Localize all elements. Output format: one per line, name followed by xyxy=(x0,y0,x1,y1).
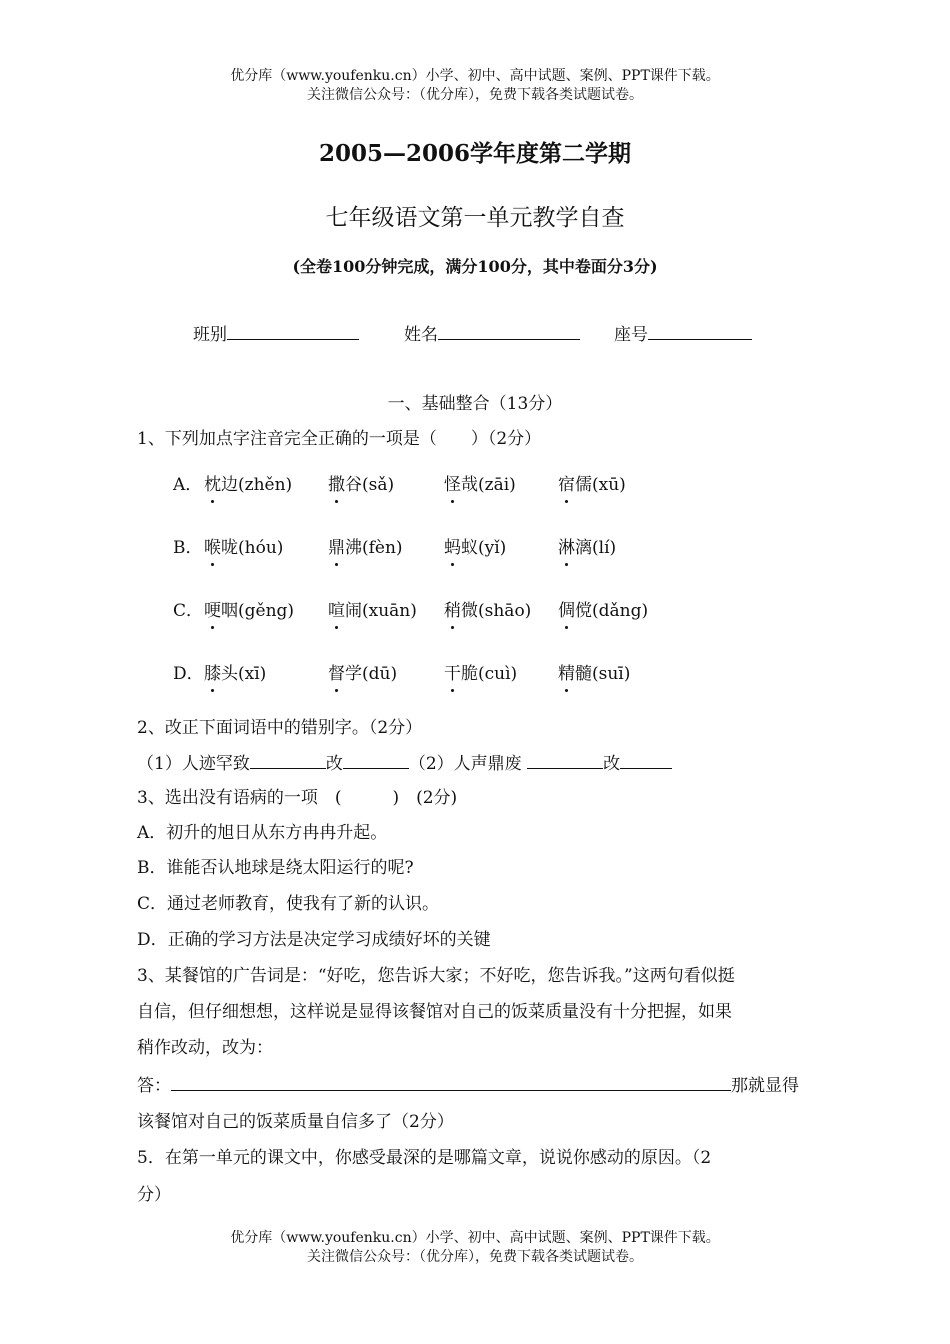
q2-part-2: （2）人声鼎废 xyxy=(408,754,522,774)
q3-option-c: C．通过老师教育，使我有了新的认识。 xyxy=(137,894,440,914)
word-with-pinyin: 哉(zāi) xyxy=(461,475,516,495)
name-blank[interactable] xyxy=(438,323,580,340)
word-with-pinyin: 谷(sǎ) xyxy=(345,475,395,495)
q1-option-c-word xyxy=(444,600,531,622)
header-line-2: 关注微信公众号：（优分库），免费下载各类试题试卷。 xyxy=(307,87,643,103)
word-with-pinyin: 闹(xuān) xyxy=(345,601,417,621)
q2-blank-1b[interactable] xyxy=(343,752,409,769)
q2-stem: 2、改正下面词语中的错别字。（2分） xyxy=(137,718,423,738)
q1-option-c-word xyxy=(204,600,294,622)
q5-line-2: 分） xyxy=(137,1185,171,1205)
word-with-pinyin: 蚁(yǐ) xyxy=(461,538,507,558)
q4-line-2: 自信，但仔细想想，这样说是显得该餐馆对自己的饭菜质量没有十分把握，如果 xyxy=(137,1002,732,1022)
word-with-pinyin: 沸(fèn) xyxy=(345,538,403,558)
q4-line-1: 3、某餐馆的广告词是：“好吃，您告诉大家；不好吃，您告诉我。”这两句看似挺 xyxy=(137,966,735,986)
word-with-pinyin: 漓(lí) xyxy=(575,538,617,558)
dotted-character: 怪 xyxy=(444,475,461,495)
q2-blank-2a[interactable] xyxy=(527,752,603,769)
exam-note: (全卷100分钟完成，满分100分，其中卷面分3分) xyxy=(292,257,658,276)
word-with-pinyin: 边(zhěn) xyxy=(221,475,293,495)
seat-field xyxy=(614,323,752,346)
q1-option-b-word xyxy=(204,537,283,559)
q2-part-1: （1）人迹罕致 xyxy=(137,754,250,774)
q5-line-1: 5．在第一单元的课文中，你感受最深的是哪篇文章，说说你感动的原因。（2 xyxy=(137,1148,712,1168)
dotted-character: 膝 xyxy=(204,664,221,684)
q3-option-b: B．谁能否认地球是绕太阳运行的呢? xyxy=(137,858,414,878)
word-with-pinyin: 头(xī) xyxy=(221,664,267,684)
word-with-pinyin: 儒(xū) xyxy=(575,475,626,495)
footer-line-1: 优分库（www.youfenku.cn）小学、初中、高中试题、案例、PPT课件下载。 xyxy=(230,1230,720,1246)
q1-option-d-word xyxy=(444,663,517,685)
q1-option-d-word xyxy=(328,663,397,685)
q1-option-d-word xyxy=(204,663,266,685)
q2-gai-1: 改 xyxy=(325,754,343,774)
dotted-character: 枕 xyxy=(204,475,221,495)
dotted-character: 督 xyxy=(328,664,345,684)
q4-line-3: 稍作改动，改为： xyxy=(137,1038,273,1058)
class-field xyxy=(193,323,359,346)
q1-option-b-label: B． xyxy=(173,538,203,558)
dotted-character: 喉 xyxy=(204,538,221,558)
dotted-character: 蚂 xyxy=(444,538,461,558)
q4-answer-label: 答： xyxy=(137,1076,171,1096)
q3-stem: 3、选出没有语病的一项 ( ) (2分) xyxy=(137,788,458,808)
q2-gai-2: 改 xyxy=(603,754,621,774)
q4-answer-tail: 那就显得 xyxy=(731,1076,799,1096)
q1-option-d-label: D． xyxy=(173,664,204,684)
q1-option-b-word xyxy=(444,537,506,559)
q1-option-c-label: C． xyxy=(173,601,204,621)
exam-name-title: 七年级语文第一单元教学自查 xyxy=(325,205,625,231)
q4-answer-blank[interactable] xyxy=(171,1074,731,1091)
dotted-character: 倜 xyxy=(558,601,575,621)
q1-option-b-word xyxy=(328,537,403,559)
q1-option-a-word xyxy=(444,474,516,496)
dotted-character: 稍 xyxy=(444,601,461,621)
q1-option-b-word xyxy=(558,537,616,559)
footer-line-2: 关注微信公众号：（优分库），免费下载各类试题试卷。 xyxy=(307,1249,643,1265)
word-with-pinyin: 学(dū) xyxy=(345,664,398,684)
word-with-pinyin: 咽(gěng) xyxy=(221,601,295,621)
q1-option-a-label: A． xyxy=(173,475,203,495)
dotted-character: 撒 xyxy=(328,475,345,495)
seat-blank[interactable] xyxy=(648,323,752,340)
dotted-character: 哽 xyxy=(204,601,221,621)
word-with-pinyin: 髓(suī) xyxy=(575,664,631,684)
class-blank[interactable] xyxy=(227,323,359,340)
dotted-character: 宿 xyxy=(558,475,575,495)
class-label: 班别 xyxy=(193,325,227,345)
q3-option-a: A．初升的旭日从东方冉冉升起。 xyxy=(137,823,388,843)
dotted-character: 精 xyxy=(558,664,575,684)
dotted-character: 鼎 xyxy=(328,538,345,558)
q1-option-a-word xyxy=(328,474,394,496)
dotted-character: 干 xyxy=(444,664,461,684)
exam-term-title: 2005—2006学年度第二学期 xyxy=(318,140,632,167)
section-1-heading: 一、基础整合（13分） xyxy=(387,394,563,414)
q4-answer-line xyxy=(137,1074,799,1097)
q2-blank-2b[interactable] xyxy=(620,752,672,769)
name-field xyxy=(404,323,580,346)
word-with-pinyin: 微(shāo) xyxy=(461,601,532,621)
q1-option-a-word xyxy=(558,474,626,496)
q2-items xyxy=(137,752,672,775)
q1-option-d-word xyxy=(558,663,630,685)
seat-label: 座号 xyxy=(614,325,648,345)
q3-option-d: D．正确的学习方法是决定学习成绩好坏的关键 xyxy=(137,930,491,950)
name-label: 姓名 xyxy=(404,325,438,345)
q2-blank-1a[interactable] xyxy=(250,752,326,769)
header-line-1: 优分库（www.youfenku.cn）小学、初中、高中试题、案例、PPT课件下载。 xyxy=(230,68,720,84)
dotted-character: 淋 xyxy=(558,538,575,558)
dotted-character: 喧 xyxy=(328,601,345,621)
word-with-pinyin: 傥(dǎng) xyxy=(575,601,649,621)
q4-line-5: 该餐馆对自己的饭菜质量自信多了（2分） xyxy=(137,1112,454,1132)
q1-option-a-word xyxy=(204,474,292,496)
q1-stem: 1、下列加点字注音完全正确的一项是（ ）（2分） xyxy=(137,429,542,449)
q1-option-c-word xyxy=(558,600,648,622)
word-with-pinyin: 咙(hóu) xyxy=(221,538,284,558)
q1-option-c-word xyxy=(328,600,417,622)
word-with-pinyin: 脆(cuì) xyxy=(461,664,518,684)
